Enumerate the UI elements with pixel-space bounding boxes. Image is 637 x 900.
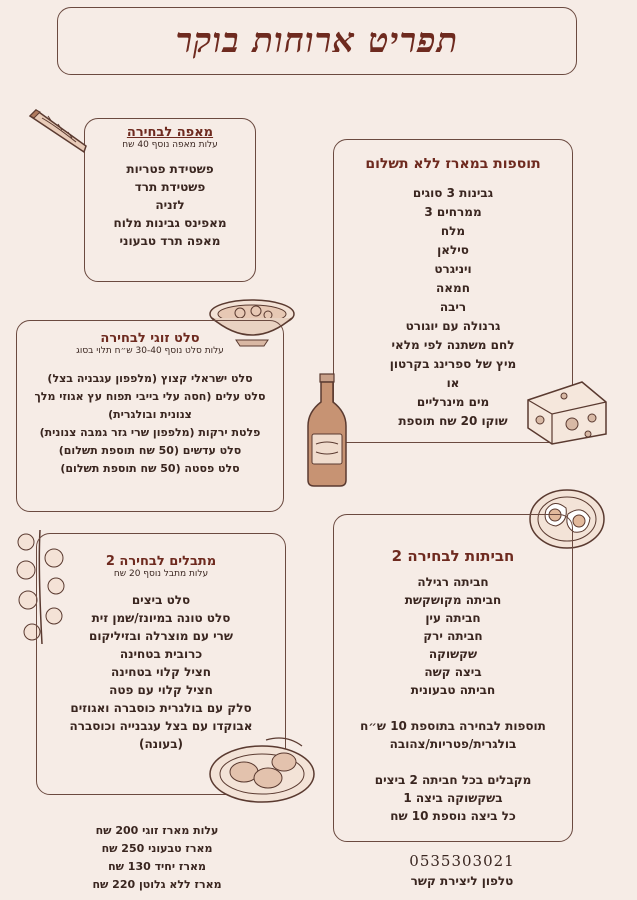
list-item: פשטידת תרד: [134, 180, 206, 194]
free-additions-heading: תוספות במארז ללא תשלום: [365, 156, 541, 172]
list-item: חביתה עין: [425, 611, 481, 625]
list-item: סלט עדשים (50 שח תוספת תשלום): [58, 444, 242, 457]
list-item: גבינות 3 סוגים: [412, 186, 494, 200]
contact-label: טלפון ליצירת קשר: [410, 874, 514, 888]
list-item: (בעונה): [138, 737, 184, 751]
list-item: ויניגרט: [434, 262, 472, 276]
list-item: כרובית בטחינה: [119, 647, 203, 661]
list-item: שרי עם מוצרלה ובזיליקום: [89, 629, 233, 643]
list-item: סלט ביצים: [131, 593, 191, 607]
note-line: כל ביצה נוספת 10 שח: [390, 809, 516, 823]
list-item: חביתה טבעונית: [410, 683, 496, 697]
list-item: פלטת ירקות (מלפפון שרי גזר גמבה צנונית): [39, 426, 261, 439]
list-item: ממרחים 3: [424, 205, 482, 219]
list-item: לזניה: [155, 198, 185, 212]
list-item: חביתה רגילה: [417, 575, 489, 589]
list-item: שקשוקה: [428, 647, 478, 661]
menu-title: תפריט ארוחות בוקר: [175, 21, 459, 61]
omelettes-section: [333, 514, 573, 842]
cheese-icon: [522, 378, 610, 448]
note-line: מקבלים בכל חביתה 2 ביצים: [374, 773, 532, 787]
salad-sub: עלות סלט נוסף 30-40 ש״ח תלוי בסוג: [76, 346, 224, 356]
pastry-sub: עלות מאפה נוסף 40 שח: [122, 140, 218, 150]
list-item: סלק עם בולגרית כוסברה ואגוזים: [70, 701, 252, 715]
price-line: מארז טבעוני 250 שח: [101, 842, 213, 855]
juice-bottle-icon: [304, 372, 350, 488]
spreads-sub: עלות מתבל נוסף 20 שח: [113, 569, 209, 579]
list-item: חציל קלוי עם פטה: [109, 683, 213, 697]
list-item: אבוקדו עם בצל עגבנייה וכוסברה: [69, 719, 253, 733]
food-plate-icon: [206, 732, 318, 806]
package-prices: [62, 822, 252, 894]
extras-line: בולגרית/פטריות/צהובה: [389, 737, 517, 751]
list-item: מאפה תרד טבעוני: [119, 234, 221, 248]
list-item: סילאן: [437, 243, 469, 257]
list-item: או: [446, 376, 460, 390]
note-line: בשקשוקה ביצה 1: [403, 791, 503, 805]
list-item: לחם משתנה לפי מלאי: [391, 338, 515, 352]
list-item: חביתה מקושקשת: [404, 593, 502, 607]
list-item: פשטידת פטריות: [126, 162, 214, 176]
list-item: ריבה: [439, 300, 467, 314]
list-item: ביצה קשה: [424, 665, 482, 679]
salad-heading: סלט זוגי לבחירה: [100, 331, 200, 346]
spreads-heading: מתבלים לבחירה 2: [105, 554, 217, 569]
omelettes-heading: חביתות לבחירה 2: [391, 547, 515, 565]
contact-block: [382, 850, 542, 890]
pastry-heading: מאפה לבחירה: [126, 125, 214, 140]
list-item: גרנולה עם יוגורט: [405, 319, 501, 333]
list-item: סלט ישראלי קצוץ (מלפפון עגבניה בצל): [47, 372, 253, 385]
list-item: חציל קלוי בטחינה: [111, 665, 211, 679]
list-item: מלח: [440, 224, 466, 238]
price-line: מארז יחיד 130 שח: [108, 860, 206, 873]
list-item: חביתה ירק: [423, 629, 483, 643]
pastry-section: [84, 118, 256, 282]
extras-line: תוספות לבחירה בתוספת 10 ש״ח: [360, 719, 546, 733]
list-item: סלט טונה במיונז/שמן זית: [91, 611, 231, 625]
list-item: סלט פסטה (50 שח תוספת תשלום): [60, 462, 240, 475]
salad-section: [16, 320, 284, 512]
list-item: צנונית ובולגרית): [108, 408, 192, 421]
pastry-slice-icon: [26, 104, 90, 160]
list-item: סלט עלים (חסה עלי בייבי תפוח עץ אגוזי מלך: [34, 390, 266, 403]
list-item: חמאה: [436, 281, 470, 295]
list-item: מיץ של ספרינג בקרטון: [389, 357, 517, 371]
price-line: עלות מארז זוגי 200 שח: [95, 824, 219, 837]
list-item: מאפינס גבינות מלוח: [113, 216, 227, 230]
list-item: מים מינרליים: [416, 395, 490, 409]
title-box: [57, 7, 577, 75]
price-line: מארז ללא גלוטן 220 שח: [92, 878, 222, 891]
list-item: שוקו 20 שח תוספת: [398, 414, 508, 428]
phone-number[interactable]: 0535303021: [409, 852, 515, 870]
